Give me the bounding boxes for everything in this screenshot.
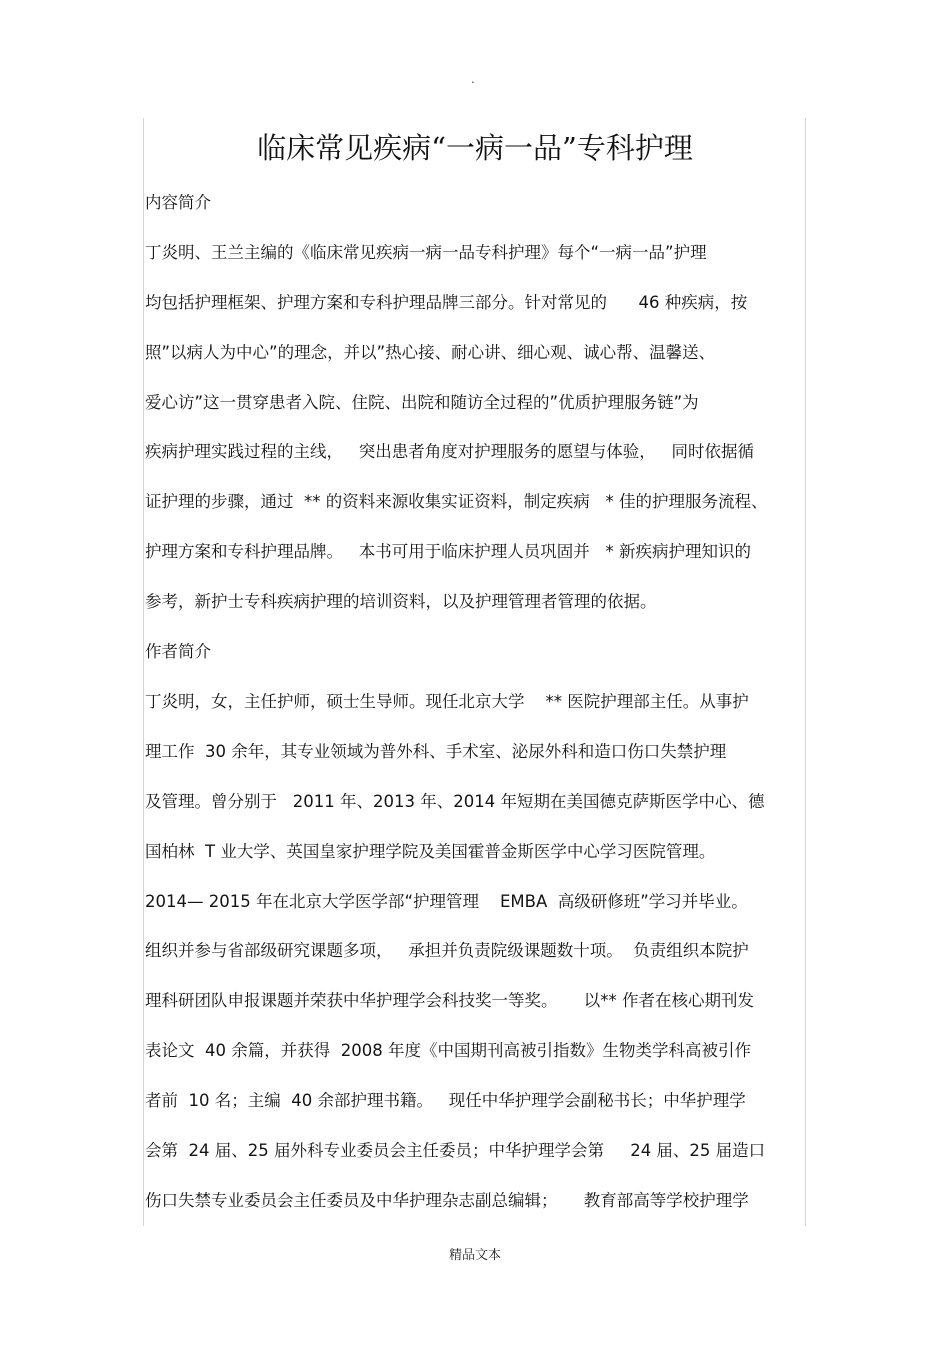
body-line: 及管理。曾分别于 2011 年、2013 年、2014 年短期在美国德克萨斯医学中心、德 [145, 792, 765, 811]
section-heading-summary: 内容简介 [145, 193, 211, 212]
body-line: 伤口失禁专业委员会主任委员及中华护理杂志副总编辑； 教育部高等学校护理学 [145, 1191, 749, 1210]
body-line: 照”以病人为中心”的理念，并以”热心接、耐心讲、细心观、诚心帮、温馨送、 [145, 343, 716, 362]
footer-label: 精品文本 [448, 1248, 501, 1263]
header-dot: . [471, 72, 475, 86]
body-line: 表论文 40 余篇，并获得 2008 年度《中国期刊高被引指数》生物类学科高被引作 [145, 1041, 751, 1060]
body-line: 组织并参与省部级研究课题多项， 承担并负责院级课题数十项。 负责组织本院护 [145, 941, 749, 960]
body-line: 丁炎明，女，主任护师，硕士生导师。现任北京大学 ** 医院护理部主任。从事护 [145, 692, 749, 711]
body-line: 护理方案和专科护理品牌。 本书可用于临床护理人员巩固并 * 新疾病护理知识的 [145, 542, 751, 561]
right-margin-rule [805, 118, 806, 1226]
body-line: 者前 10 名；主编 40 余部护理书籍。 现任中华护理学会副秘书长；中华护理学 [145, 1091, 746, 1110]
body-line: 疾病护理实践过程的主线， 突出患者角度对护理服务的愿望与体验， 同时依据循 [145, 442, 754, 461]
body-line: 证护理的步骤，通过 ** 的资料来源收集实证资料，制定疾病 * 佳的护理服务流程、 [145, 492, 768, 511]
body-line: 爱心访”这一贯穿患者入院、住院、出院和随访全过程的”优质护理服务链”为 [145, 393, 699, 412]
body-line: 国柏林 T 业大学、英国皇家护理学院及美国霍普金斯医学中心学习医院管理。 [145, 842, 716, 861]
body-line: 丁炎明、王兰主编的《临床常见疾病一病一品专科护理》每个“一病一品”护理 [145, 243, 707, 262]
left-margin-rule [143, 118, 144, 1226]
body-line: 均包括护理框架、护理方案和专科护理品牌三部分。针对常见的 46 种疾病，按 [145, 293, 748, 312]
body-line: 2014— 2015 年在北京大学医学部“护理管理 EMBA 高级研修班”学习并毕业。 [145, 892, 748, 911]
section-heading-author: 作者简介 [145, 642, 211, 661]
body-line: 理科研团队申报课题并荣获中华护理学会科技奖一等奖。 以** 作者在核心期刊发 [145, 991, 754, 1010]
body-line: 会第 24 届、25 届外科专业委员会主任委员；中华护理学会第 24 届、25 届造口 [145, 1141, 766, 1160]
document-title: 临床常见疾病“一病一品”专科护理 [257, 131, 693, 165]
body-line: 理工作 30 余年，其专业领域为普外科、手术室、泌尿外科和造口伤口失禁护理 [145, 742, 727, 761]
body-line: 参考，新护士专科疾病护理的培训资料，以及护理管理者管理的依据。 [145, 592, 657, 611]
